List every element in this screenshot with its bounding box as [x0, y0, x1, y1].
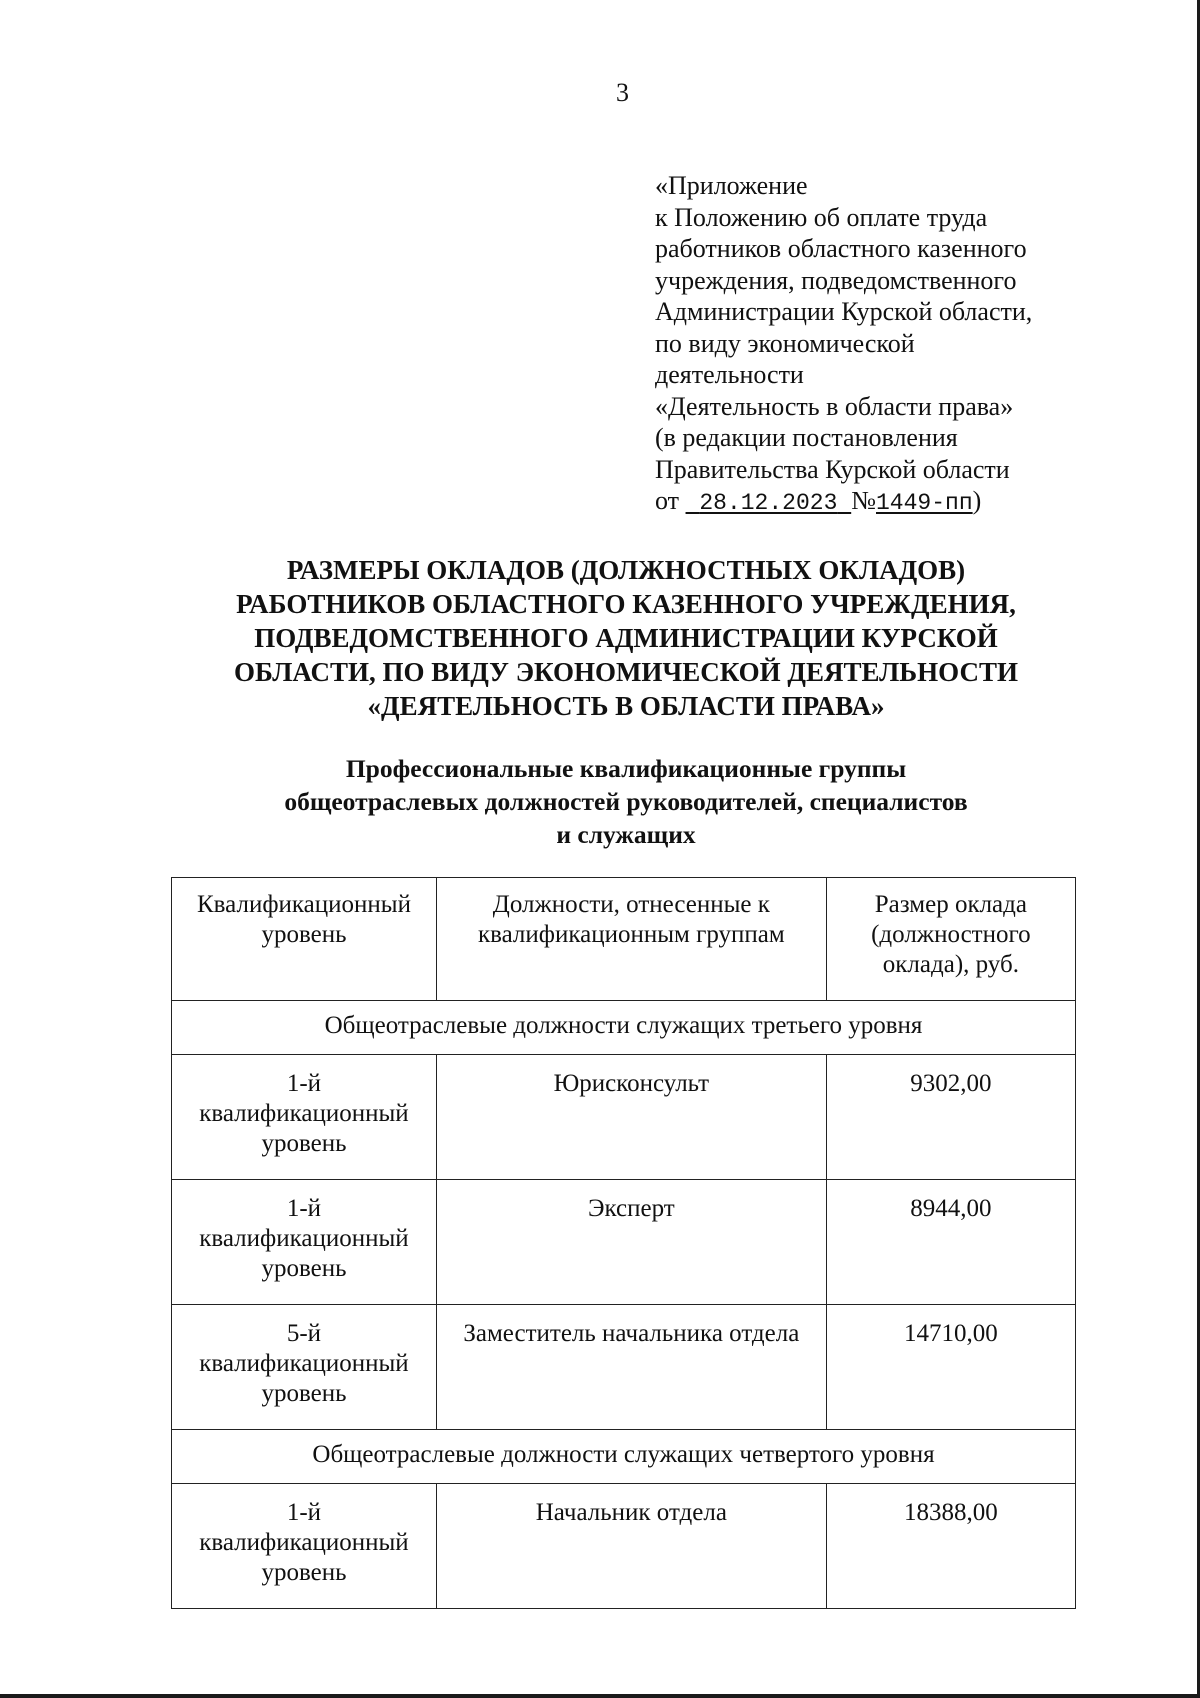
salary-cell: 8944,00 — [826, 1180, 1075, 1305]
subtitle-line: общеотраслевых должностей руководителей, специалистов — [284, 787, 968, 816]
qualification-level-cell: 1-й квалификационный уровень — [172, 1484, 437, 1609]
salary-cell: 18388,00 — [826, 1484, 1075, 1609]
header-qualification-level: Квалификационный уровень — [172, 878, 437, 1001]
qualification-level-cell: 1-й квалификационный уровень — [172, 1180, 437, 1305]
salary-cell: 9302,00 — [826, 1055, 1075, 1180]
title-line: ОБЛАСТИ, ПО ВИДУ ЭКОНОМИЧЕСКОЙ ДЕЯТЕЛЬНОСТИ — [234, 657, 1018, 687]
table-header-row — [172, 878, 1076, 1001]
appendix-line: к Положению об оплате труда — [655, 202, 988, 232]
page-edge-bottom — [0, 1694, 1200, 1698]
qualification-level-cell: 1-й квалификационный уровень — [172, 1055, 437, 1180]
position-cell: Юрисконсульт — [436, 1055, 826, 1180]
title-line: РАЗМЕРЫ ОКЛАДОВ (ДОЛЖНОСТНЫХ ОКЛАДОВ) — [286, 555, 966, 585]
table-row — [172, 1484, 1076, 1609]
group-header-row — [172, 1430, 1076, 1484]
appendix-line: «Деятельность в области права» — [655, 391, 1014, 421]
section-subtitle — [0, 752, 1200, 851]
subtitle-line: Профессиональные квалификационные группы — [345, 754, 907, 783]
title-line: ПОДВЕДОМСТВЕННОГО АДМИНИСТРАЦИИ КУРСКОЙ — [254, 623, 998, 653]
decree-number: 1449-пп — [876, 490, 973, 516]
appendix-line: (в редакции постановления — [655, 423, 958, 452]
salary-cell: 14710,00 — [826, 1305, 1075, 1430]
group-title: Общеотраслевые должности служащих третьего уровня — [172, 1001, 1076, 1055]
number-sign: № — [851, 486, 876, 515]
table-row — [172, 1305, 1076, 1430]
closing-paren: ) — [972, 486, 982, 515]
salary-table — [171, 877, 1076, 1609]
title-line: «ДЕЯТЕЛЬНОСТЬ В ОБЛАСТИ ПРАВА» — [367, 691, 885, 721]
document-title — [0, 553, 1200, 723]
appendix-date-line — [655, 485, 1115, 520]
position-cell: Начальник отдела — [436, 1484, 826, 1609]
appendix-line: «Приложение — [655, 171, 808, 200]
subtitle-line: и служащих — [556, 820, 696, 849]
header-positions: Должности, отнесенные к квалификационным группам — [436, 878, 826, 1001]
table-row — [172, 1055, 1076, 1180]
appendix-line: по виду экономической — [655, 328, 915, 358]
decree-date: 28.12.2023 — [699, 490, 838, 516]
appendix-line: Правительства Курской области — [655, 454, 1010, 484]
group-header-row — [172, 1001, 1076, 1055]
appendix-line: учреждения, подведомственного — [655, 265, 1017, 295]
appendix-line: Администрации Курской области, — [655, 297, 1033, 326]
appendix-line: работников областного казенного — [655, 234, 1027, 263]
table-row — [172, 1180, 1076, 1305]
appendix-block — [655, 170, 1115, 520]
page-number: 3 — [616, 78, 629, 107]
appendix-line: деятельности — [655, 360, 804, 389]
date-prefix: от — [655, 486, 680, 515]
position-cell: Заместитель начальника отдела — [436, 1305, 826, 1430]
group-title: Общеотраслевые должности служащих четвертого уровня — [172, 1430, 1076, 1484]
position-cell: Эксперт — [436, 1180, 826, 1305]
header-salary: Размер оклада (должностного оклада), руб. — [826, 878, 1075, 1001]
qualification-level-cell: 5-й квалификационный уровень — [172, 1305, 437, 1430]
title-line: РАБОТНИКОВ ОБЛАСТНОГО КАЗЕННОГО УЧРЕЖДЕНИЯ, — [236, 589, 1016, 619]
